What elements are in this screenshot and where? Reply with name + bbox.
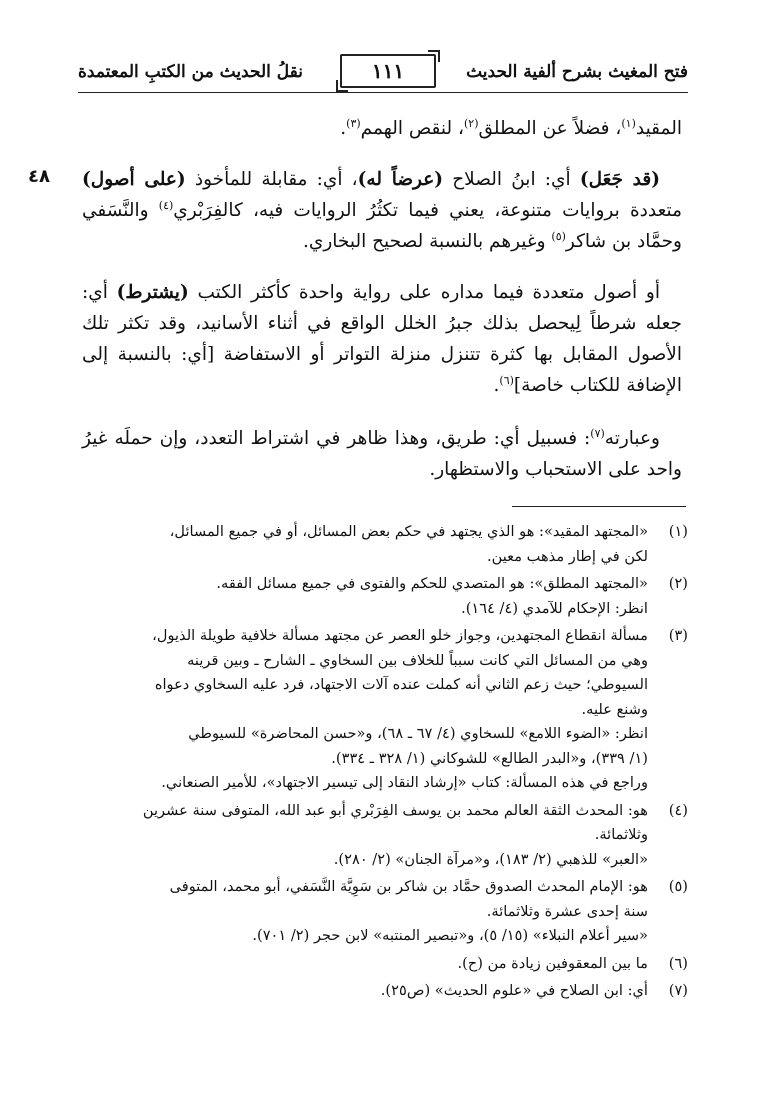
matn-text: (يشترط) — [116, 282, 189, 303]
page-header — [78, 52, 688, 93]
paragraph-4 — [82, 423, 682, 485]
footnote-separator — [512, 506, 686, 507]
footnote-line: انظر: الإحكام للآمدي (٤/ ١٦٤). — [461, 599, 648, 617]
matn-text: (على أصول) — [82, 169, 186, 190]
footnote — [70, 572, 688, 621]
text-run: المقيد — [635, 118, 682, 139]
footnote — [70, 799, 688, 873]
text-run: : فسبيل أي: طريق، وهذا ظاهر في اشتراط التعدد، وإن حملَه غيرُ واحد على الاستحباب والاستظهار. — [82, 428, 682, 480]
footnote-line: «المجتهد المقيد»: هو الذي يجتهد في حكم بعض المسائل، أو في جميع المسائل، — [169, 523, 648, 540]
footnote-ref[interactable]: (٤) — [158, 198, 174, 212]
text-run: وغيرهم بالنسبة لصحيح البخاري. — [303, 231, 552, 252]
section-title: نقلُ الحديث من الكتبِ المعتمدة — [78, 62, 303, 82]
book-title: فتح المغيث بشرح ألفية الحديث — [466, 62, 688, 82]
footnote-number: (٧) — [668, 982, 688, 999]
footnote — [70, 979, 688, 1004]
footnotes — [70, 520, 688, 1007]
footnote-number: (٢) — [668, 575, 688, 592]
footnote — [70, 624, 688, 796]
footnote-line: «المجتهد المطلق»: هو المتصدي للحكم والفتوى في جميع مسائل الفقه. — [216, 575, 648, 592]
footnote-line: انظر: «الضوء اللامع» للسخاوي (٤/ ٦٧ ـ ٦٨)، و«حسن المحاضرة» للسيوطي — [188, 725, 648, 742]
footnote-line: وثلاثمائة. — [594, 826, 648, 843]
footnote — [70, 952, 688, 977]
footnote-line: «العبر» للذهبي (٢/ ١٨٣)، و«مرآة الجنان» (٢/ ٢٨٠). — [333, 850, 648, 868]
text-run: أي: ابنُ الصلاح — [443, 169, 580, 190]
footnote-line: وشنع عليه. — [581, 700, 648, 718]
footnote-line: لكن في إطار مذهب معين. — [487, 547, 648, 565]
paragraph-1 — [82, 113, 682, 144]
footnote-line: السيوطي؛ حيث زعم الثاني أنه كملت عنده آلات الاجتهاد، فرد عليه السخاوي دعواه — [154, 676, 648, 693]
text-run: ، فضلاً عن المطلق — [478, 118, 622, 139]
footnote-number: (٣) — [668, 627, 688, 644]
footnote-ref[interactable]: (٧) — [590, 426, 605, 440]
text-run: متعددة بروايات متنوعة، يعني فيما تكثُرُ الروايات فيه، كالفِرَبْري — [173, 200, 682, 221]
footnote-line: مسألة انقطاع المجتهدين، وجواز خلو العصر عن مجتهد مسألة خلافية طويلة الذيول، — [152, 627, 648, 644]
footnote-ref[interactable]: (٥) — [551, 229, 566, 243]
footnote-ref[interactable]: (٣) — [346, 116, 361, 130]
text-run: أي: جعله شرطاً لِيحصل بذلك جبرُ الخلل الواقع في أثناء الأسانيد، وقد تكثر تلك الأصول المقابل بها كثرة تتنزل منزلة التواتر أو الاستفاضة [أي: بالنسبة إلى الإضافة للكتاب خاصة] — [82, 282, 682, 396]
footnote-ref[interactable]: (١) — [621, 116, 636, 130]
footnote-number: (٤) — [668, 801, 688, 819]
footnote-line: وراجع في هذه المسألة: كتاب «إرشاد النقاد إلى تيسير الاجتهاد»، للأمير الصنعاني. — [161, 774, 648, 791]
footnote-line: ما بين المعقوفين زيادة من (ح). — [457, 954, 648, 972]
footnote-line: (١/ ٣٣٩)، و«البدر الطالع» للشوكاني (١/ ٣٢٨ ـ ٣٣٤). — [331, 749, 648, 767]
paragraph-2 — [82, 164, 682, 257]
margin-verse-number: ٤٨ — [28, 166, 50, 187]
footnote-line: هو: الإمام المحدث الصدوق حمَّاد بن شاكر بن سَوِيَّة النَّسَفي، أبو محمد، المتوفى — [169, 878, 648, 895]
matn-text: (قد جَعَل) — [579, 169, 660, 190]
footnote-number: (٥) — [668, 878, 688, 895]
text-run: أو أصول متعددة فيما مداره على رواية واحدة كأكثر الكتب — [188, 282, 660, 303]
page-number: ١١١ — [340, 54, 436, 88]
text-run: ، أي: مقابلة للمأخوذ — [185, 169, 358, 190]
text-run: ، لنقص الهمم — [360, 118, 464, 139]
footnote-line: سنة إحدى عشرة وثلاثمائة. — [486, 902, 648, 920]
footnote-number: (٦) — [668, 954, 688, 972]
footnote-line: أي: ابن الصلاح في «علوم الحديث» (ص٢٥). — [380, 982, 648, 999]
text-run: . — [493, 375, 500, 396]
footnote-line: هو: المحدث الثقة العالم محمد بن يوسف الفِرَبْري أبو عبد الله، المتوفى سنة عشرين — [142, 801, 648, 819]
footnote-number: (١) — [668, 523, 688, 540]
text-run: والنَّسَفي وحمَّاد بن شاكر — [82, 200, 682, 252]
footnote — [70, 520, 688, 569]
text-run: وعبارته — [604, 428, 660, 449]
text-run: . — [340, 118, 347, 139]
footnote-line: وهي من المسائل التي كانت سبباً للخلاف بين السخاوي ـ الشارح ـ وبين قرينه — [187, 651, 648, 669]
matn-text: (عرضاً له) — [357, 169, 444, 190]
footnote-ref[interactable]: (٦) — [499, 373, 514, 387]
paragraph-3 — [82, 277, 682, 401]
footnote — [70, 875, 688, 949]
footnote-line: «سير أعلام النبلاء» (١٥/ ٥)، و«تبصير المنتبه» لابن حجر (٢/ ٧٠١). — [252, 927, 648, 944]
footnote-ref[interactable]: (٢) — [463, 116, 479, 130]
